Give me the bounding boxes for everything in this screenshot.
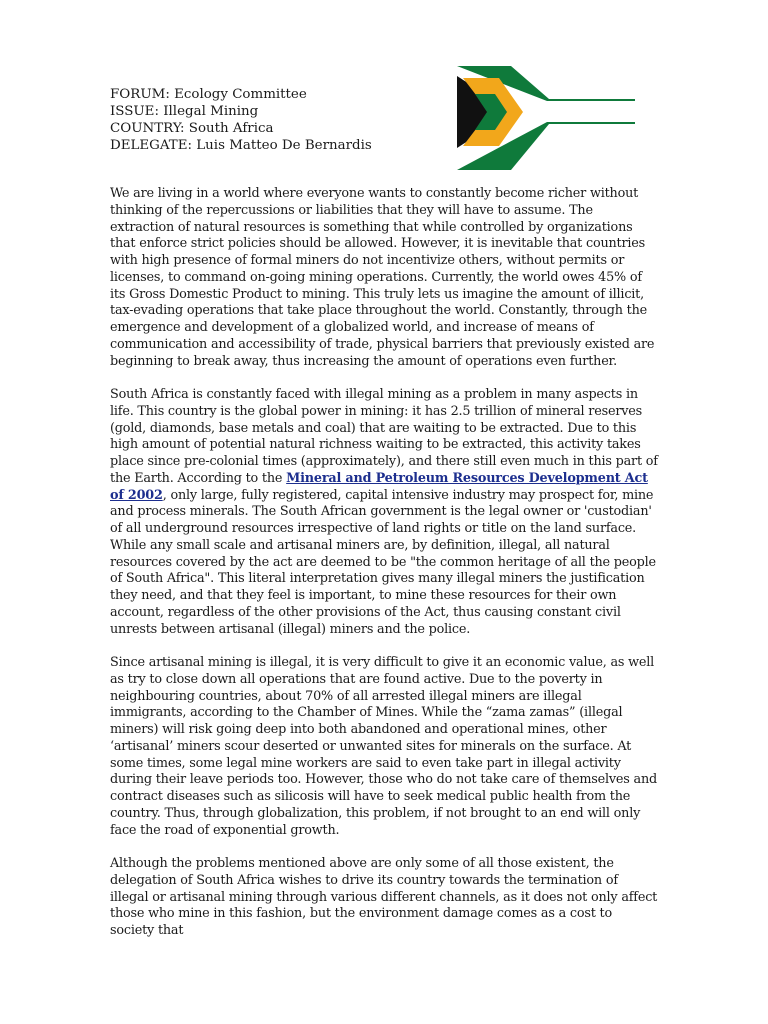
paragraph-artisanal-mining: Since artisanal mining is illegal, it is very difficult to give it an economic value, as well as try to close down all operations that are found active. Due to the poverty in neighbouring countries, about 70% of all arrested illegal miners are illegal immigrants, according to the Chamber of Mines. While the “zama zamas” (illegal miners) will risk going deep into both abandoned and operational mines, other ‘artisanal’ miners scour deserted or unwanted sites for minerals on the surface. At some times, some legal mine workers are said to even take part in illegal activity during their leave periods too. However, those who do not take care of themselves and contract diseases such as silicosis will have to seek medical public health from the country. Thus, through globalization, this problem, if not brought to an end will only face the road of exponential growth. [110,655,657,838]
forum-line: FORUM: Ecology Committee [110,87,307,102]
issue-line: ISSUE: Illegal Mining [110,104,259,119]
paragraph-south-africa [110,387,658,638]
document-body [110,186,658,957]
paragraph-conclusion: Although the problems mentioned above are only some of all those existent, the delegation of South Africa wishes to drive its country towards the termination of illegal or artisanal mining through various different channels, as it does not only affect those who mine in this fashion, but the environment damage comes as a cost to society that [110,856,658,938]
paragraph-text: South Africa is constantly faced with illegal mining as a problem in many aspects in life. This country is the global power in mining: it has 2.5 trillion of mineral reserves (gold, diamonds, base metals and coal) that are waiting to be extracted. Due to this high amount of potential natural richness waiting to be extracted, this activity takes place since pre-colonial times (approximately), and there still even much in this part of the Earth. According to the [110,387,658,486]
country-line: COUNTRY: South Africa [110,121,274,136]
paragraph-introduction: We are living in a world where everyone wants to constantly become richer without thinking of the repercussions or liabilities that they will have to assume. The extraction of natural resources is something that while controlled by organizations that enforce strict policies should be allowed. However, it is inevitable that countries with high presence of formal miners do not incentivize others, without permits or licenses, to command on-going mining operations. Currently, the world owes 45% of its Gross Domestic Product to mining. This truly lets us imagine the amount of illicit, tax-evading operations that take place throughout the world. Constantly, through the emergence and development of a globalized world, and increase of means of communication and accessibility of trade, physical barriers that previously existed are beginning to break away, thus increasing the amount of operations even further. [110,186,655,369]
delegate-line: DELEGATE: Luis Matteo De Bernardis [110,138,372,153]
south-africa-flag-chevron-icon [455,66,635,170]
paragraph-text: , only large, fully registered, capital intensive industry may prospect for, mine and process minerals. The South African government is the legal owner or 'custodian' of all underground resources irrespective of land rights or title on the land surface. While any small scale and artisanal miners are, by definition, illegal, all natural resources covered by the act are deemed to be "the common heritage of all the people of South Africa". This literal interpretation gives many illegal miners the justification they need, and that they feel is important, to mine these resources for their own account, regardless of the other provisions of the Act, thus causing constant civil unrests between artisanal (illegal) miners and the police. [110,487,656,637]
position-paper-header [110,86,372,154]
mineral-act-link[interactable]: Mineral and Petroleum Resources Development Act of 2002 [110,470,648,503]
